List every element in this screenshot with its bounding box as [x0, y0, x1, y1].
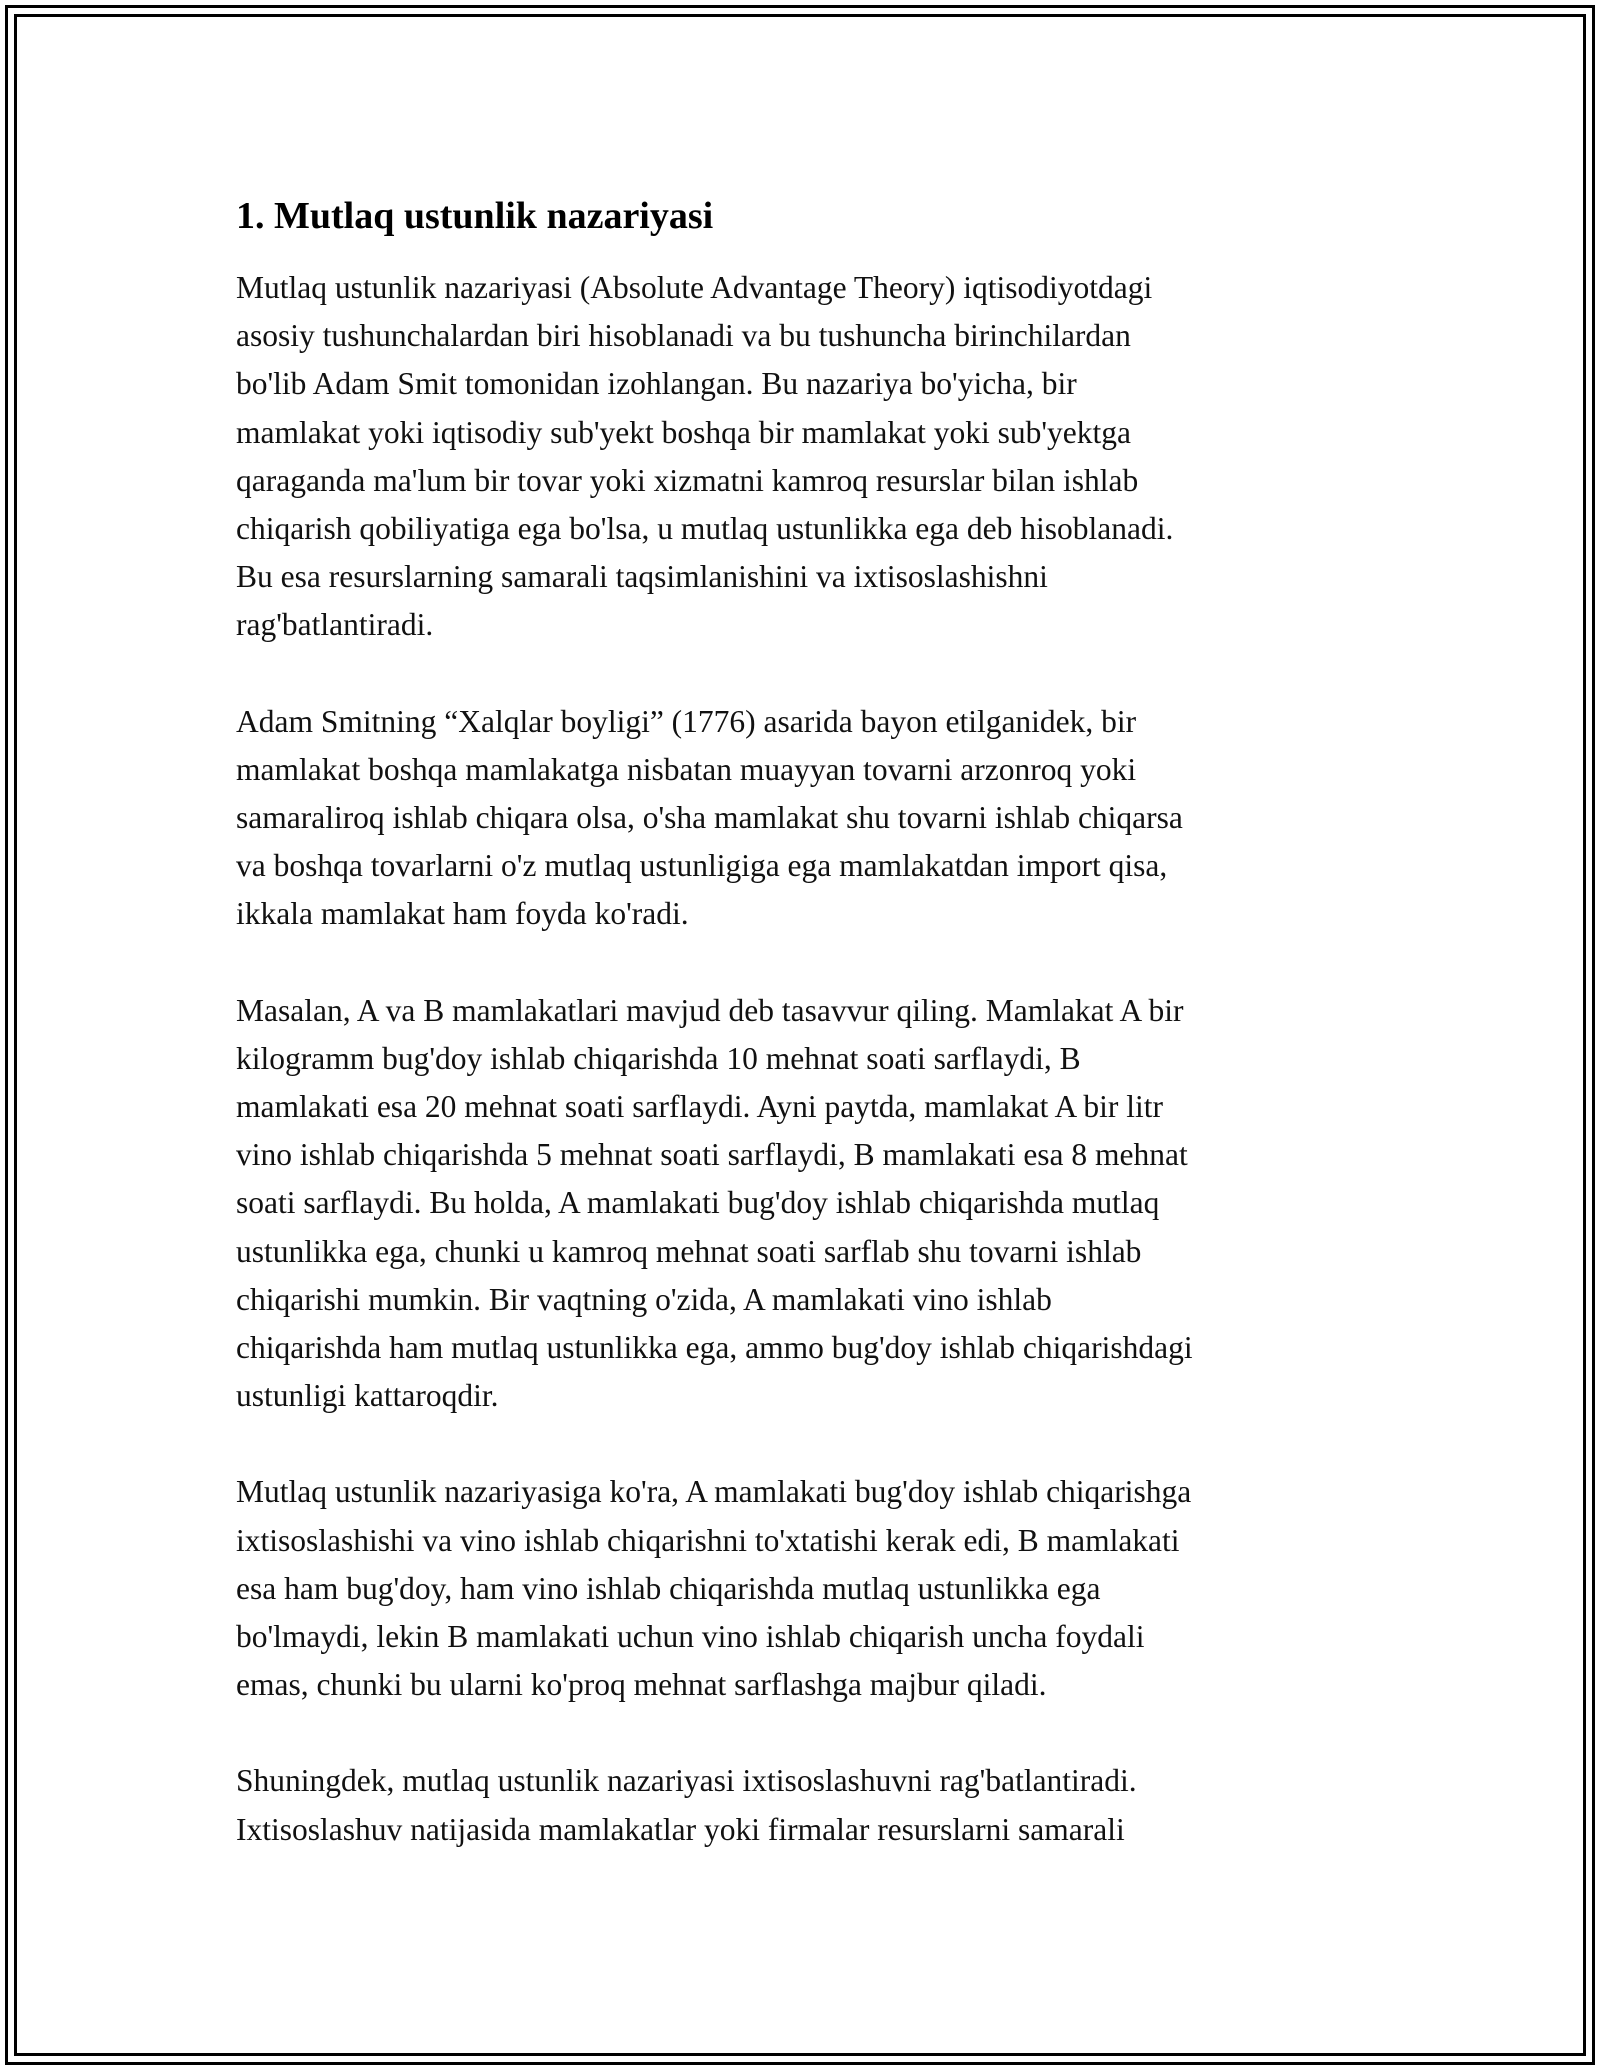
- paragraph-wealth-of-nations: Adam Smitning “Xalqlar boyligi” (1776) asarida bayon etilganidek, bir mamlakat boshqa mamlakatga nisbatan muayyan tovarni arzonroq yoki samaraliroq ishlab chiqara olsa, o'sha mamlakat shu tovarni ishlab chiqarsa va boshqa tovarlarni o'z mutlaq ustunligiga ega mamlakatdan import qisa, ikkala mamlakat ham foyda ko'radi.: [236, 703, 1183, 932]
- paragraph-specialization-conclusion: Mutlaq ustunlik nazariyasiga ko'ra, A mamlakati bug'doy ishlab chiqarishga ixtisoslashishi va vino ishlab chiqarishni to'xtatishi kerak edi, B mamlakati esa ham bug'doy, ham vino ishlab chiqarishda mutlaq ustunlikka ega bo'lmaydi, lekin B mamlakati uchun vino ishlab chiqarish uncha foydali emas, chunki bu ularni ko'proq mehnat sarflashga majbur qiladi.: [236, 1474, 1192, 1703]
- paragraph-absolute-advantage-definition: Mutlaq ustunlik nazariyasi (Absolute Advantage Theory) iqtisodiyotdagi asosiy tushunchalardan biri hisoblanadi va bu tushuncha birinchilardan bo'lib Adam Smit tomonidan izohlangan. Bu nazariya bo'yicha, bir mamlakat yoki iqtisodiy sub'yekt boshqa bir mamlakat yoki sub'yektga qaraganda ma'lum bir tovar yoki xizmatni kamroq resurslar bilan ishlab chiqarish qobiliyatiga ega bo'lsa, u mutlaq ustunlikka ega deb hisoblanadi. Bu esa resurslarning samarali taqsimlanishini va ixtisoslashishni rag'batlantiradi.: [236, 270, 1174, 643]
- paragraph-example-countries: Masalan, A va B mamlakatlari mavjud deb tasavvur qiling. Mamlakat A bir kilogramm bug'doy ishlab chiqarishda 10 mehnat soati sarflaydi, B mamlakati esa 20 mehnat soati sarflaydi. Ayni paytda, mamlakat A bir litr vino ishlab chiqarishda 5 mehnat soati sarflaydi, B mamlakati esa 8 mehnat soati sarflaydi. Bu holda, A mamlakati bug'doy ishlab chiqarishda mutlaq ustunlikka ega, chunki u kamroq mehnat soati sarflab shu tovarni ishlab chiqarishi mumkin. Bir vaqtning o'zida, A mamlakati vino ishlab chiqarishda ham mutlaq ustunlikka ega, ammo bug'doy ishlab chiqarishdagi ustunligi kattaroqdir.: [236, 992, 1193, 1414]
- paragraph-specialization-encouragement: Shuningdek, mutlaq ustunlik nazariyasi ixtisoslashuvni rag'batlantiradi. Ixtisoslashuv natijasida mamlakatlar yoki firmalar resurslarni samarali: [236, 1763, 1137, 1847]
- document-body: [236, 188, 1376, 1902]
- section-heading: 1. Mutlaq ustunlik nazariyasi: [236, 195, 714, 237]
